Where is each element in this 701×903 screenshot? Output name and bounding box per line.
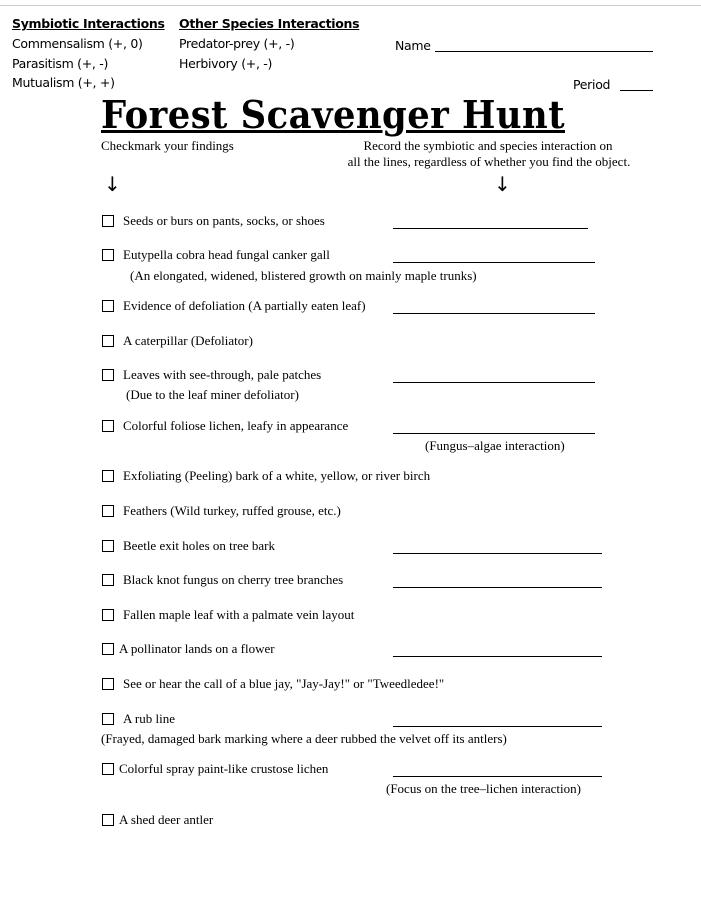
down-arrow-icon: ↓ [104,172,121,196]
checkbox[interactable] [102,215,114,227]
item-label: Fallen maple leaf with a palmate vein layout [123,607,355,622]
item-note: (Focus on the tree–lichen interaction) [386,781,581,796]
item-label: Beetle exit holes on tree bark [123,538,275,553]
down-arrow-icon: ↓ [494,172,511,196]
checkbox[interactable] [102,763,114,775]
checkbox[interactable] [102,540,114,552]
checkbox[interactable] [102,335,114,347]
checkbox[interactable] [102,678,114,690]
list-item [102,607,354,623]
item-label: A shed deer antler [119,812,214,827]
list-item [102,418,348,434]
symbiotic-item: Mutualism (+, +) [12,75,115,90]
item-label: Exfoliating (Peeling) bark of a white, yellow, or river birch [123,468,431,483]
other-species-heading: Other Species Interactions [179,16,360,31]
interaction-answer-line[interactable] [393,587,602,588]
item-note: (An elongated, widened, blistered growth on mainly maple trunks) [130,268,477,283]
list-item [102,641,275,657]
interaction-answer-line[interactable] [393,553,602,554]
checkbox[interactable] [102,300,114,312]
checkbox[interactable] [102,713,114,725]
interaction-answer-line[interactable] [393,776,602,777]
interaction-answer-line[interactable] [393,313,595,314]
list-item [102,676,444,692]
list-item [102,711,175,727]
item-label: Leaves with see-through, pale patches [123,367,322,382]
name-label: Name [395,38,431,53]
period-field[interactable] [620,90,653,91]
symbiotic-item: Commensalism (+, 0) [12,36,143,51]
list-item [102,468,430,484]
checkbox[interactable] [102,814,114,826]
list-item [102,333,253,349]
list-item [102,367,321,383]
page-top-border [0,0,701,6]
list-item [102,298,366,314]
list-item [102,247,330,263]
item-label: See or hear the call of a blue jay, "Jay-Jay!" or "Tweedledee!" [123,676,445,691]
list-item [102,213,325,229]
checkbox[interactable] [102,420,114,432]
interaction-answer-line[interactable] [393,228,588,229]
list-item [102,503,341,519]
item-label: Evidence of defoliation (A partially eaten leaf) [123,298,366,313]
interaction-answer-line[interactable] [393,656,602,657]
interaction-answer-line[interactable] [393,433,595,434]
instructions-left: Checkmark your findings [101,138,234,153]
symbiotic-item: Parasitism (+, -) [12,56,109,71]
item-note: (Frayed, damaged bark marking where a deer rubbed the velvet off its antlers) [101,731,507,746]
instructions-right-2: all the lines, regardless of whether you find the object. [347,154,631,169]
interaction-answer-line[interactable] [393,262,595,263]
item-label: Colorful spray paint-like crustose lichen [119,761,329,776]
checkbox[interactable] [102,369,114,381]
list-item [102,812,213,828]
item-label: Feathers (Wild turkey, ruffed grouse, etc.) [123,503,341,518]
symbiotic-heading: Symbiotic Interactions [12,16,165,31]
item-note: (Due to the leaf miner defoliator) [126,387,299,402]
checkbox[interactable] [102,505,114,517]
checkbox[interactable] [102,470,114,482]
other-species-item: Herbivory (+, -) [179,56,273,71]
page-title: Forest Scavenger Hunt [101,92,565,137]
item-label: A pollinator lands on a flower [119,641,275,656]
list-item [102,538,275,554]
item-label: A rub line [123,711,175,726]
item-label: Black knot fungus on cherry tree branches [123,572,344,587]
list-item [102,761,328,777]
interaction-answer-line[interactable] [393,382,595,383]
instructions-right-1: Record the symbiotic and species interaction on [363,138,613,153]
checkbox[interactable] [102,574,114,586]
item-label: A caterpillar (Defoliator) [123,333,253,348]
checkbox[interactable] [102,643,114,655]
name-field[interactable] [435,51,653,52]
item-label: Colorful foliose lichen, leafy in appearance [123,418,349,433]
other-species-item: Predator-prey (+, -) [179,36,295,51]
item-label: Seeds or burs on pants, socks, or shoes [123,213,325,228]
checkbox[interactable] [102,249,114,261]
list-item [102,572,343,588]
checkbox[interactable] [102,609,114,621]
interaction-answer-line[interactable] [393,726,602,727]
item-note: (Fungus–algae interaction) [425,438,565,453]
item-label: Eutypella cobra head fungal canker gall [123,247,330,262]
period-label: Period [573,77,611,92]
